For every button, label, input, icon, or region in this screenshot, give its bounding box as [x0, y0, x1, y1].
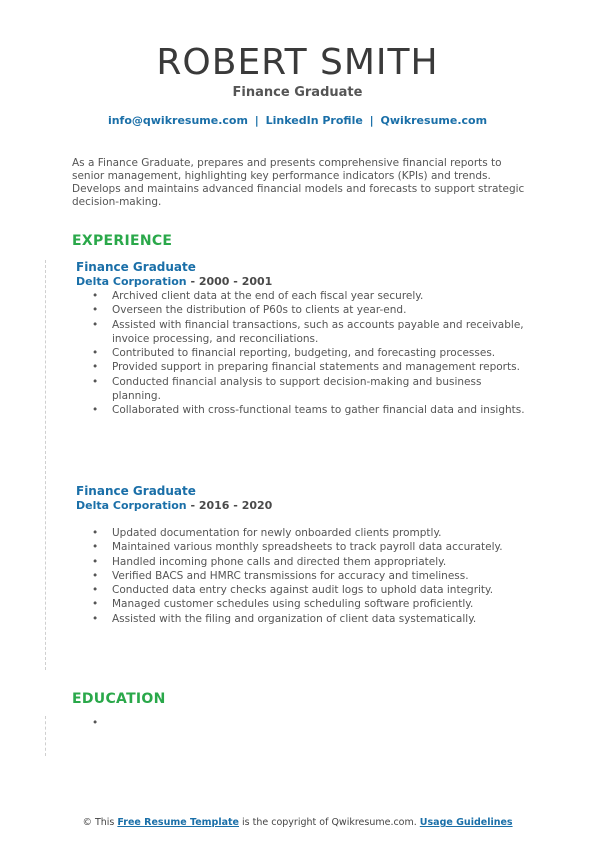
bullet-icon: • — [92, 361, 99, 374]
summary-paragraph: As a Finance Graduate, prepares and presents comprehensive financial reports to senior management, highlighting key performance indicators (KPIs) and trends. Develops and maintains advanced financial models and forecasts to support strategic decision-making. — [72, 157, 525, 208]
list-item: • Maintained various monthly spreadsheets to track payroll data accurately. — [92, 541, 503, 554]
bullet-icon: • — [92, 612, 99, 625]
job-role: Finance Graduate — [76, 260, 196, 274]
email-link[interactable]: info@qwikresume.com — [107, 114, 248, 127]
list-item: • Contributed to financial reporting, budgeting, and forecasting processes. — [92, 347, 496, 360]
bullet-icon: • — [92, 555, 99, 568]
list-item: • Collaborated with cross-functional teams to gather financial data and insights. — [92, 404, 525, 417]
bullet-icon: • — [92, 304, 99, 317]
job-bullets — [76, 526, 526, 626]
bullet-icon: • — [92, 318, 99, 331]
bullet-icon: • — [92, 569, 99, 582]
education-heading: EDUCATION — [72, 691, 166, 707]
list-item: • Assisted with the filing and organization of client data systematically. — [92, 612, 477, 625]
website-link[interactable]: Qwikresume.com — [380, 114, 488, 127]
job-role: Finance Graduate — [76, 484, 196, 498]
bullet-icon: • — [92, 717, 99, 729]
linkedin-link[interactable]: LinkedIn Profile — [265, 114, 363, 127]
experience-entry — [76, 260, 526, 418]
job-company-line — [76, 499, 526, 513]
bullet-icon: • — [92, 404, 99, 417]
list-item: • Handled incoming phone calls and directed them appropriately. — [92, 555, 447, 568]
candidate-title: Finance Graduate — [232, 85, 363, 100]
job-bullets — [76, 289, 526, 418]
contact-separator: | — [369, 114, 374, 127]
list-item: • Managed customer schedules using scheduling software proficiently. — [92, 598, 474, 611]
list-item: • Archived client data at the end of each fiscal year securely. — [92, 290, 424, 302]
bullet-icon: • — [92, 347, 99, 360]
education-section — [45, 716, 526, 756]
list-item: • Conducted data entry checks against audit logs to uphold data integrity. — [92, 584, 494, 597]
job-dates: - 2000 - 2001 — [186, 275, 273, 288]
footer-copyright: © This Free Resume Template is the copyright of Qwikresume.com. Usage Guidelines — [82, 817, 513, 828]
list-item: • Overseen the distribution of P60s to clients at year-end. — [92, 304, 407, 317]
list-item: • Conducted financial analysis to support decision-making and business planning. — [92, 375, 482, 403]
bullet-icon: • — [92, 290, 99, 302]
list-item: • Updated documentation for newly onboarded clients promptly. — [92, 527, 442, 539]
experience-entry — [76, 484, 526, 626]
job-dates: - 2016 - 2020 — [186, 499, 273, 512]
job-company-line — [76, 275, 526, 289]
job-company: Delta Corporation — [76, 499, 187, 512]
list-item: • Provided support in preparing financial statements and management reports. — [92, 361, 520, 374]
contact-line — [0, 114, 595, 128]
list-item: • Assisted with financial transactions, such as accounts payable and receivable, invoice processing, and reconciliations. — [92, 318, 524, 345]
list-item: • Verified BACS and HMRC transmissions for accuracy and timeliness. — [92, 569, 469, 582]
bullet-icon: • — [92, 527, 99, 539]
experience-heading: EXPERIENCE — [72, 233, 173, 249]
bullet-icon: • — [92, 375, 99, 388]
job-company: Delta Corporation — [76, 275, 187, 288]
usage-guidelines-link[interactable]: Usage Guidelines — [419, 817, 513, 828]
experience-section — [45, 260, 526, 670]
bullet-icon: • — [92, 541, 99, 554]
free-resume-template-link[interactable]: Free Resume Template — [117, 817, 239, 828]
candidate-name: ROBERT SMITH — [156, 42, 439, 83]
bullet-icon: • — [92, 584, 99, 597]
bullet-icon: • — [92, 598, 99, 611]
contact-separator: | — [254, 114, 259, 127]
